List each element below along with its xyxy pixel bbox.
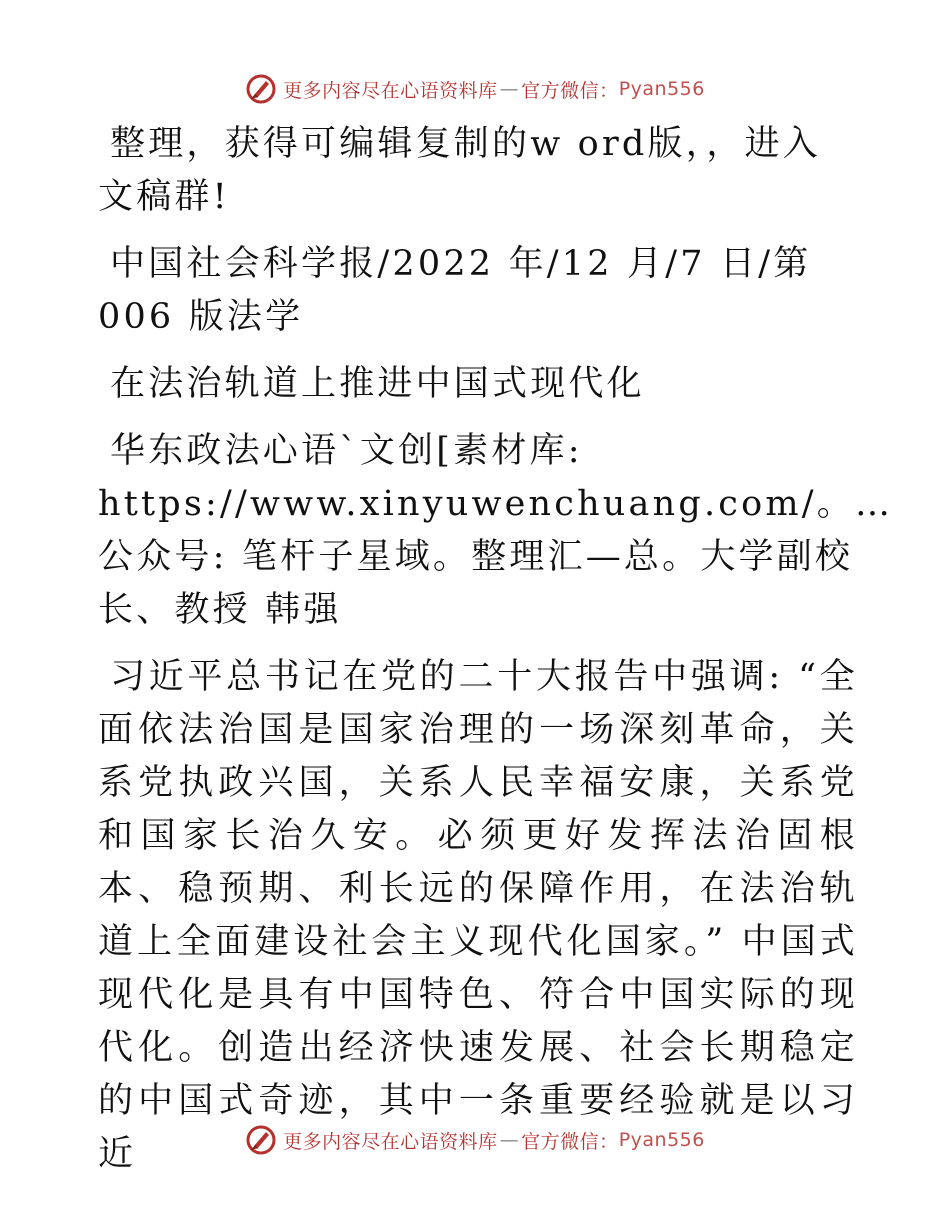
intro-note: 整理，获得可编辑复制的w ord版，，进入文稿群! <box>98 124 821 217</box>
watermark-id: Pyan556 <box>618 78 705 100</box>
author-line: 华东政法心语`文创[素材库: https://www.xinyuwenchuang.com/。…公众号: 笔杆子星域。整理汇—总。大学副校长、教授 韩强 <box>98 431 894 630</box>
watermark-label: 官方微信： <box>521 79 619 102</box>
logo-icon <box>245 73 277 105</box>
document-body <box>98 118 894 1195</box>
article-title: 在法治轨道上推进中国式现代化 <box>110 364 645 404</box>
body-paragraph: 习近平总书记在党的二十大报告中强调: “全面依法治国是国家治理的一场深刻革命，关系党执政兴国，关系人民幸福安康，关系党和国家长治久安。必须更好发挥法治固根本、稳预期、利长远的保障作用，在法治轨道上全面建设社会主义现代化国家。” 中国式现代化是具有中国特色、符合中国实际的现代化。创造出经济快速发展、社会长期稳定的中国式奇迹，其中一条重要经验就是以习近 <box>98 657 858 1174</box>
watermark-text: 更多内容尽在心语资料库 <box>283 79 498 102</box>
watermark-label: 官方微信： <box>521 1130 619 1153</box>
watermark-text: 更多内容尽在心语资料库 <box>283 1130 498 1153</box>
watermark-separator: — <box>499 78 520 100</box>
header-watermark <box>0 73 950 105</box>
logo-icon <box>245 1124 277 1156</box>
watermark-separator: — <box>499 1129 520 1151</box>
footer-watermark <box>0 1124 950 1156</box>
watermark-id: Pyan556 <box>618 1129 705 1151</box>
source-line: 中国社会科学报/2022 年/12 月/7 日/第 006 版法学 <box>98 244 812 337</box>
